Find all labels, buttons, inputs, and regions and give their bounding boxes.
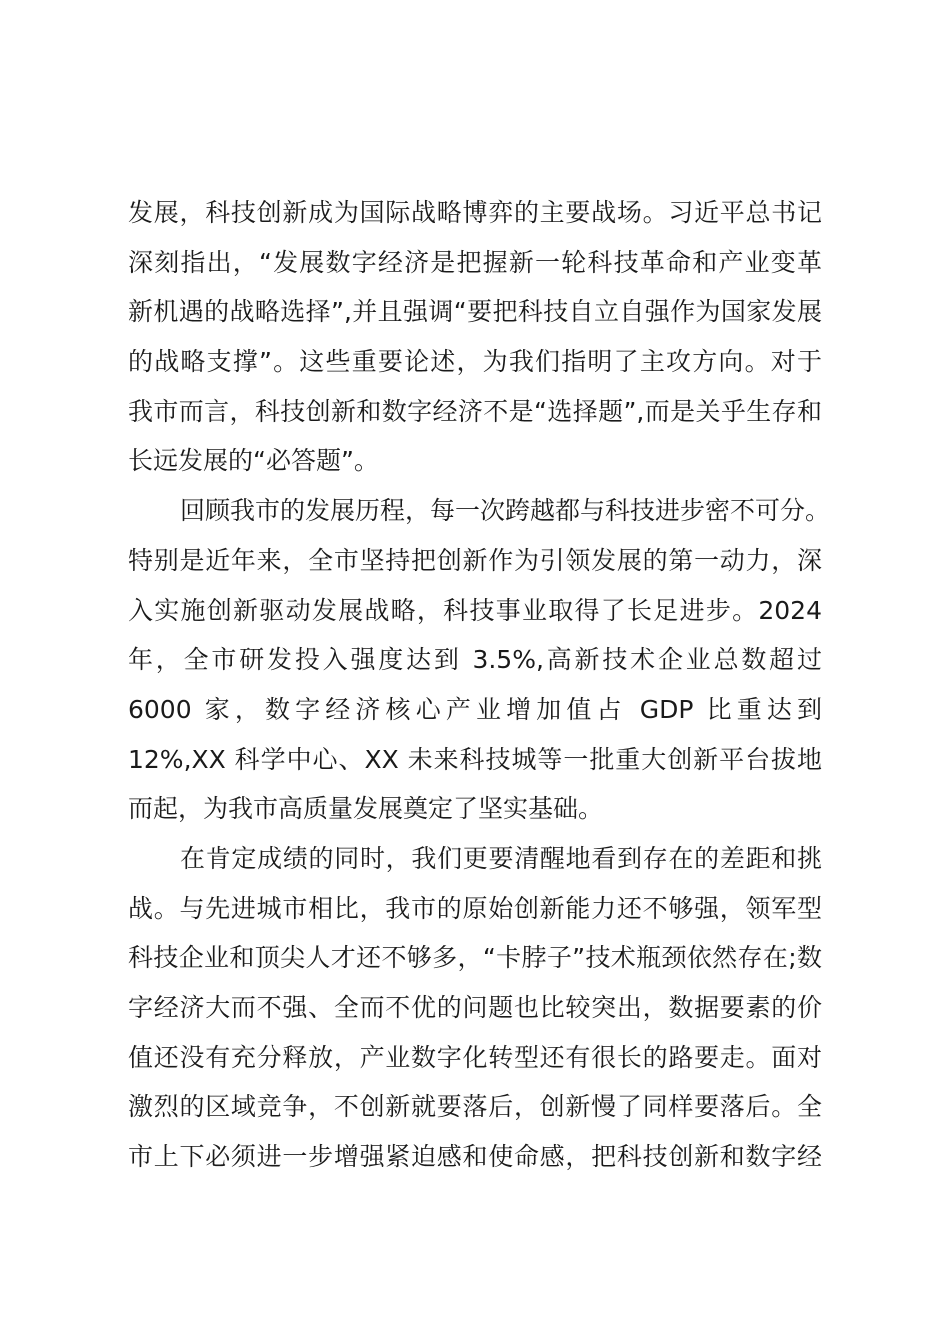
text-line: 12%,XX 科学中心、XX 未来科技城等一批重大创新平台拔地 (128, 744, 822, 774)
body-text (128, 188, 831, 1182)
text-line: 激烈的区域竞争，不创新就要落后，创新慢了同样要落后。全 (128, 1092, 822, 1122)
text-line: 新机遇的战略选择”,并且强调“要把科技自立自强作为国家发展 (128, 297, 822, 327)
text-line: 发展，科技创新成为国际战略博弈的主要战场。习近平总书记 (128, 198, 822, 227)
text-line: 而起，为我市高质量发展奠定了坚实基础。 (128, 794, 604, 824)
text-line: 值还没有充分释放，产业数字化转型还有很长的路要走。面对 (128, 1042, 822, 1072)
text-line: 6000 家，数字经济核心产业增加值占 GDP 比重达到 (128, 694, 822, 724)
paragraph-2 (128, 486, 831, 834)
paragraph-1 (128, 188, 822, 486)
text-line: 市上下必须进一步增强紧迫感和使命感，把科技创新和数字经 (128, 1142, 822, 1172)
text-line: 回顾我市的发展历程，每一次跨越都与科技进步密不可分。 (180, 496, 831, 526)
text-line: 在肯定成绩的同时，我们更要清醒地看到存在的差距和挑 (180, 843, 822, 873)
text-line: 特别是近年来，全市坚持把创新作为引领发展的第一动力，深 (128, 545, 822, 575)
text-line: 长远发展的“必答题”。 (128, 446, 379, 476)
text-line: 我市而言，科技创新和数字经济不是“选择题”,而是关乎生存和 (128, 396, 822, 426)
text-line: 科技企业和顶尖人才还不够多，“卡脖子”技术瓶颈依然存在;数 (128, 943, 822, 973)
text-line: 字经济大而不强、全而不优的问题也比较突出，数据要素的价 (128, 993, 822, 1022)
text-line: 的战略支撑”。这些重要论述，为我们指明了主攻方向。对于 (128, 347, 822, 377)
text-line: 战。与先进城市相比，我市的原始创新能力还不够强，领军型 (128, 893, 822, 923)
text-line: 年，全市研发投入强度达到 3.5%,高新技术企业总数超过 (128, 645, 822, 675)
text-line: 入实施创新驱动发展战略，科技事业取得了长足进步。2024 (128, 595, 822, 625)
paragraph-3 (128, 834, 822, 1182)
text-line: 深刻指出，“发展数字经济是把握新一轮科技革命和产业变革 (128, 247, 822, 277)
